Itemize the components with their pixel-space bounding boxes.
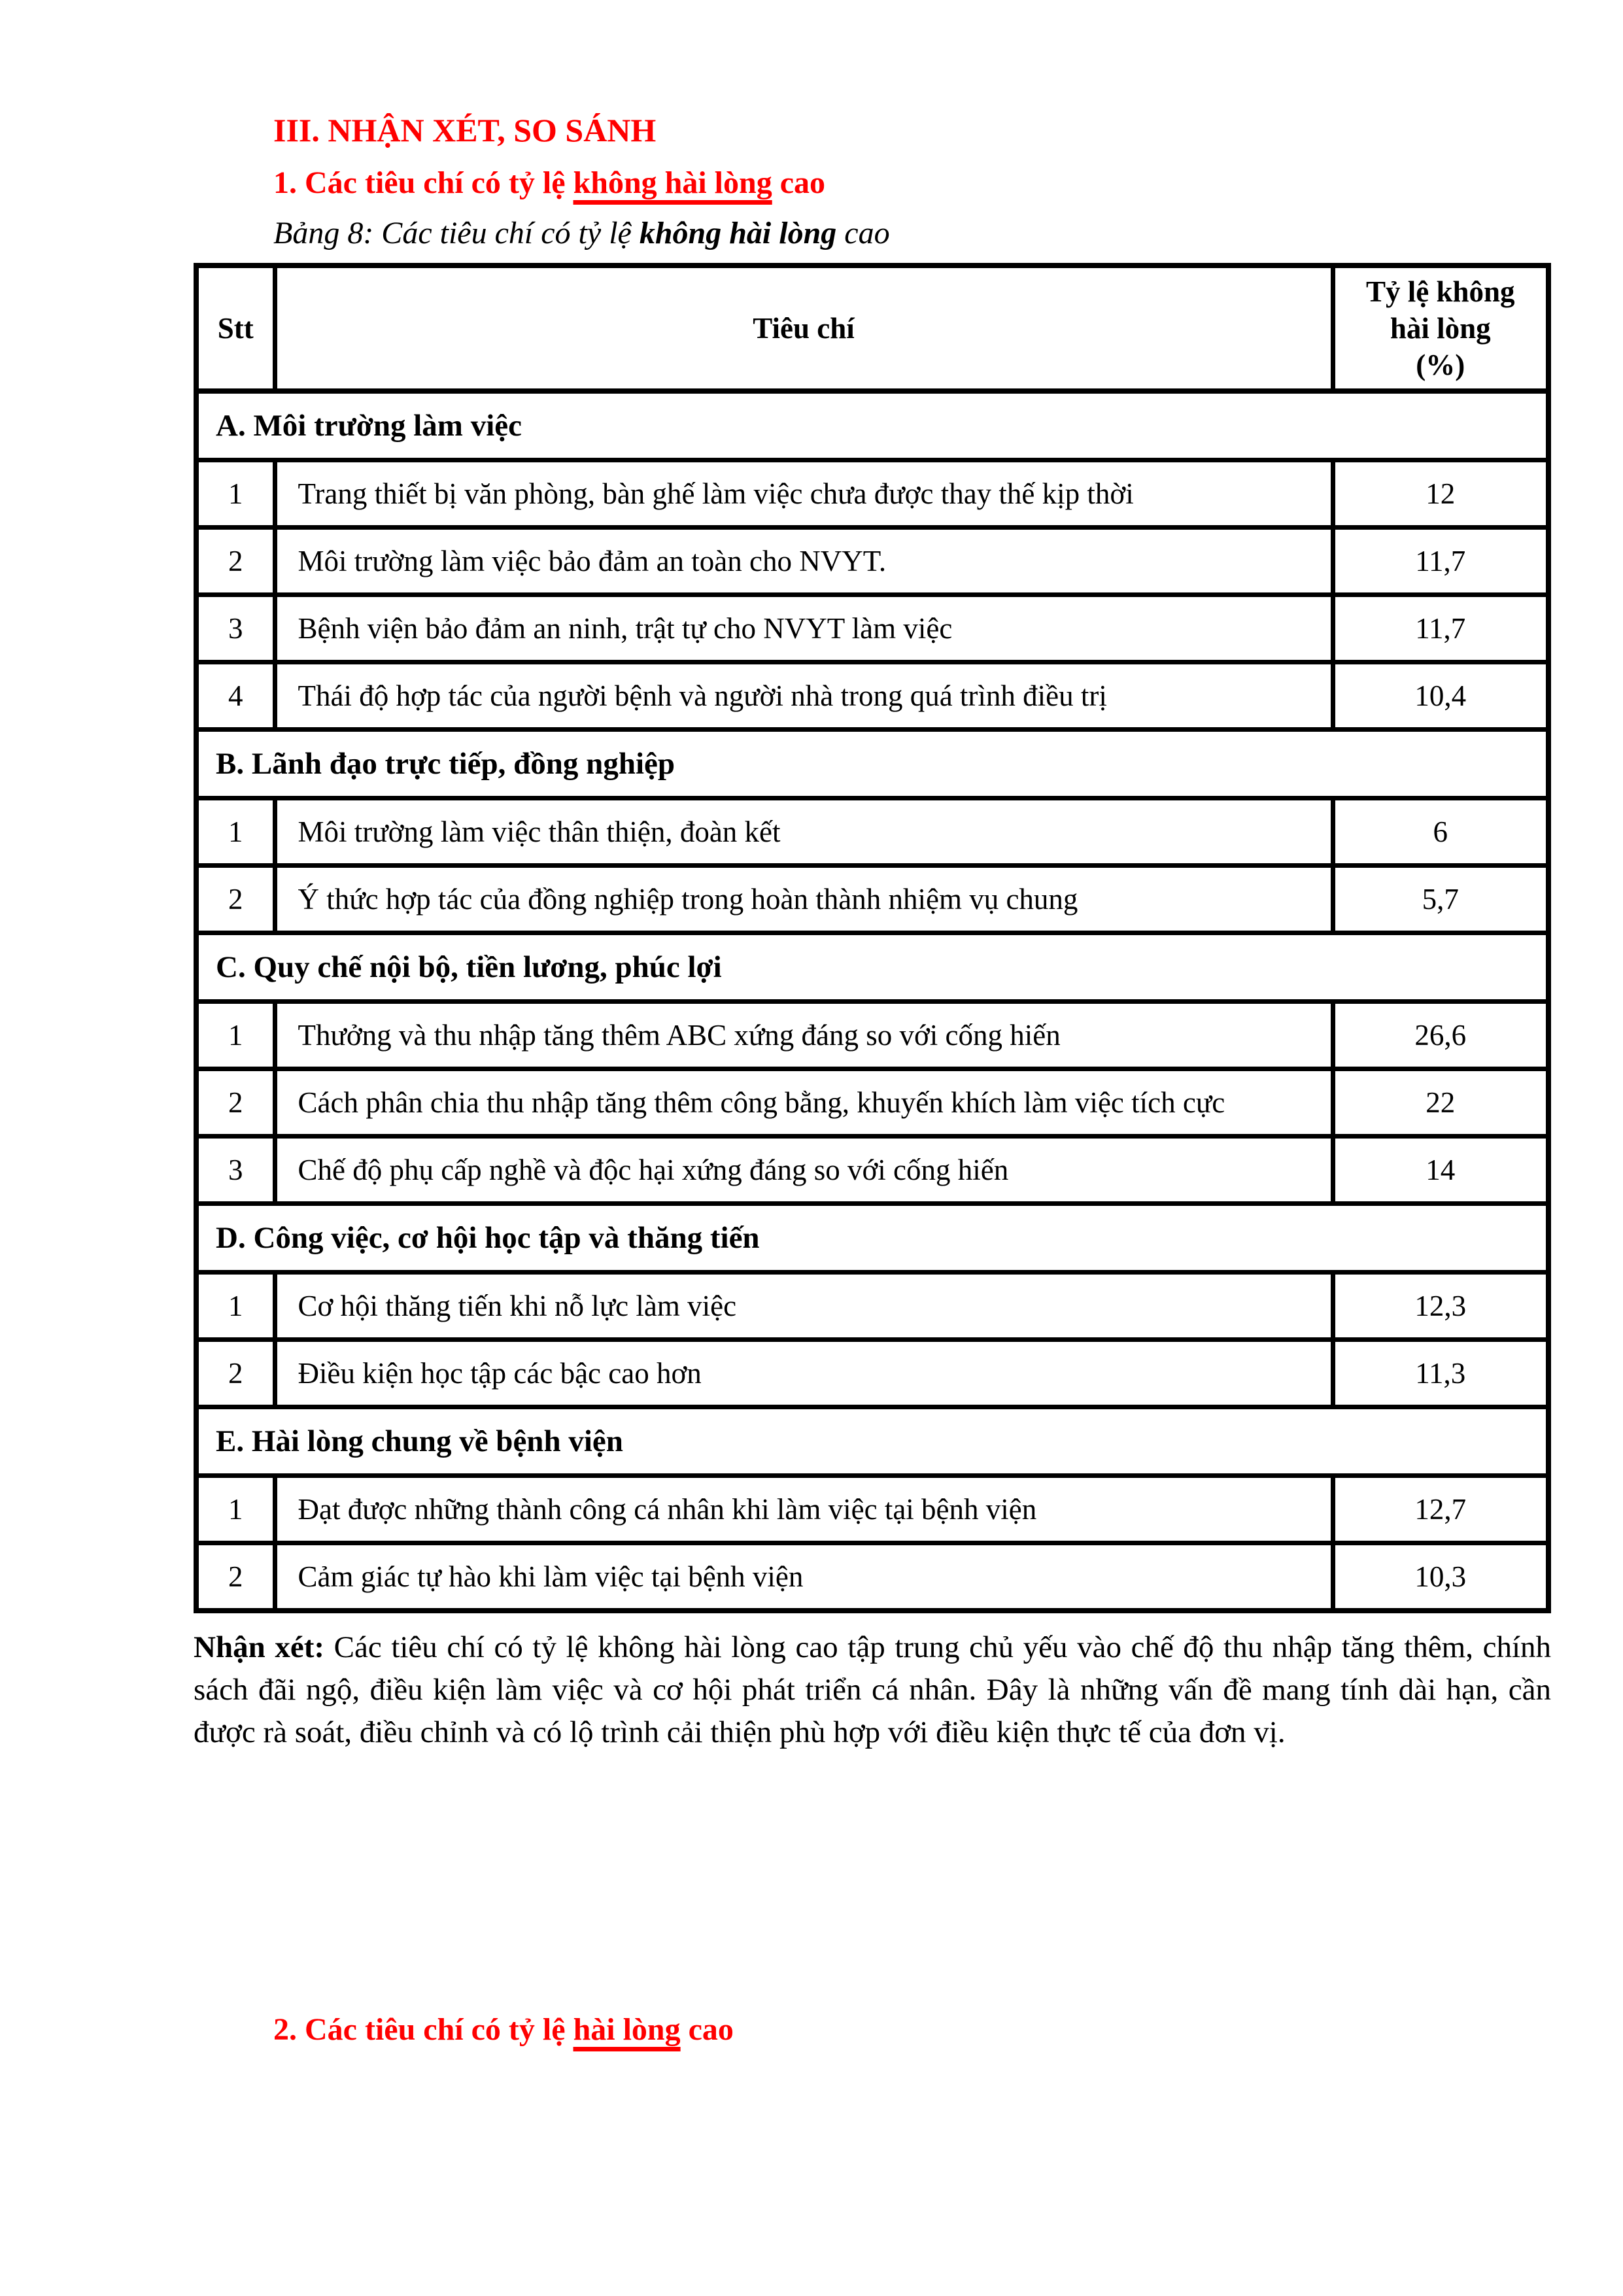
subsection-2-heading <box>194 2010 1551 2049</box>
row-rate: 12,3 <box>1333 1273 1548 1340</box>
caption-bold: không hài lòng <box>639 216 837 250</box>
table-caption <box>194 214 1551 252</box>
row-rate: 10,4 <box>1333 662 1548 730</box>
row-rate: 11,7 <box>1333 528 1548 595</box>
row-criterion: Điều kiện học tập các bậc cao hơn <box>275 1340 1333 1407</box>
row-criterion: Môi trường làm việc thân thiện, đoàn kết <box>275 798 1333 866</box>
note-body: Các tiêu chí có tỷ lệ không hài lòng cao tập trung chủ yếu vào chế độ thu nhập tăng thêm, chính sách đãi ngộ, điều kiện làm việc và cơ hội phát triển cá nhân. Đây là những vấn đề mang tính dài hạn, cần được rà soát, điều chỉnh và có lộ trình cải thiện phù hợp với điều kiện thực tế của đơn vị. <box>194 1630 1552 1749</box>
table-section-row <box>196 391 1548 460</box>
row-criterion: Đạt được những thành công cá nhân khi làm việc tại bệnh viện <box>275 1476 1333 1543</box>
row-criterion: Thái độ hợp tác của người bệnh và người nhà trong quá trình điều trị <box>275 662 1333 730</box>
row-rate: 22 <box>1333 1069 1548 1137</box>
row-stt: 1 <box>196 460 275 528</box>
row-rate: 14 <box>1333 1137 1548 1204</box>
subheading-1-prefix: 1. Các tiêu chí có tỷ lệ <box>273 165 573 200</box>
row-rate: 10,3 <box>1333 1543 1548 1611</box>
table-body <box>196 391 1548 1611</box>
row-stt: 2 <box>196 1340 275 1407</box>
subheading-2-suffix: cao <box>680 2012 734 2047</box>
table-row <box>196 460 1548 528</box>
row-criterion: Thưởng và thu nhập tăng thêm ABC xứng đáng so với cống hiến <box>275 1002 1333 1069</box>
subsection-1-heading <box>194 163 1551 203</box>
row-stt: 1 <box>196 1273 275 1340</box>
row-rate: 6 <box>1333 798 1548 866</box>
table-row <box>196 1137 1548 1204</box>
col-header-rate-line-2: hài lòng <box>1390 312 1491 345</box>
row-criterion: Bệnh viện bảo đảm an ninh, trật tự cho NVYT làm việc <box>275 595 1333 662</box>
table-row <box>196 1002 1548 1069</box>
table-row <box>196 1476 1548 1543</box>
note-paragraph <box>194 1626 1551 1754</box>
table-section-row <box>196 730 1548 798</box>
section-title: C. Quy chế nội bộ, tiền lương, phúc lợi <box>196 933 1548 1002</box>
table-row <box>196 798 1548 866</box>
row-stt: 3 <box>196 595 275 662</box>
subheading-2-prefix: 2. Các tiêu chí có tỷ lệ <box>273 2012 573 2047</box>
row-rate: 11,7 <box>1333 595 1548 662</box>
table-row <box>196 595 1548 662</box>
row-criterion: Môi trường làm việc bảo đảm an toàn cho NVYT. <box>275 528 1333 595</box>
col-header-rate-line-3: (%) <box>1416 349 1465 381</box>
col-header-stt: Stt <box>196 266 275 391</box>
table-section-row <box>196 1204 1548 1273</box>
section-title: B. Lãnh đạo trực tiếp, đồng nghiệp <box>196 730 1548 798</box>
caption-suffix: cao <box>836 216 890 250</box>
col-header-criterion: Tiêu chí <box>275 266 1333 391</box>
table-row <box>196 1273 1548 1340</box>
table-row <box>196 866 1548 933</box>
row-stt: 2 <box>196 1069 275 1137</box>
criteria-table <box>194 263 1551 1613</box>
document-content <box>194 110 1551 2049</box>
table-header-row <box>196 266 1548 391</box>
row-criterion: Cảm giác tự hào khi làm việc tại bệnh viện <box>275 1543 1333 1611</box>
row-stt: 2 <box>196 528 275 595</box>
row-criterion: Chế độ phụ cấp nghề và độc hại xứng đáng so với cống hiến <box>275 1137 1333 1204</box>
col-header-rate-line-1: Tỷ lệ không <box>1365 275 1515 308</box>
row-criterion: Cách phân chia thu nhập tăng thêm công bằng, khuyến khích làm việc tích cực <box>275 1069 1333 1137</box>
table-section-row <box>196 933 1548 1002</box>
row-stt: 1 <box>196 798 275 866</box>
row-stt: 2 <box>196 866 275 933</box>
section-title: D. Công việc, cơ hội học tập và thăng tiến <box>196 1204 1548 1273</box>
row-stt: 4 <box>196 662 275 730</box>
row-stt: 1 <box>196 1476 275 1543</box>
row-criterion: Ý thức hợp tác của đồng nghiệp trong hoàn thành nhiệm vụ chung <box>275 866 1333 933</box>
row-criterion: Cơ hội thăng tiến khi nỗ lực làm việc <box>275 1273 1333 1340</box>
section-heading <box>194 110 1551 150</box>
section-heading-text: III. NHẬN XÉT, SO SÁNH <box>273 112 657 148</box>
table-row <box>196 1069 1548 1137</box>
row-criterion: Trang thiết bị văn phòng, bàn ghế làm việc chưa được thay thế kịp thời <box>275 460 1333 528</box>
table-row <box>196 662 1548 730</box>
section-title: A. Môi trường làm việc <box>196 391 1548 460</box>
row-rate: 12 <box>1333 460 1548 528</box>
section-title: E. Hài lòng chung về bệnh viện <box>196 1407 1548 1476</box>
table-row <box>196 1543 1548 1611</box>
table-row <box>196 1340 1548 1407</box>
subheading-1-underlined: không hài lòng <box>573 165 772 200</box>
note-label: Nhận xét: <box>194 1630 325 1664</box>
subheading-2-underlined: hài lòng <box>573 2012 681 2047</box>
row-stt: 3 <box>196 1137 275 1204</box>
row-rate: 12,7 <box>1333 1476 1548 1543</box>
table-section-row <box>196 1407 1548 1476</box>
table-row <box>196 528 1548 595</box>
caption-prefix: Bảng 8: Các tiêu chí có tỷ lệ <box>273 216 640 250</box>
col-header-rate <box>1333 266 1548 391</box>
row-rate: 11,3 <box>1333 1340 1548 1407</box>
row-rate: 5,7 <box>1333 866 1548 933</box>
subheading-1-suffix: cao <box>772 165 826 200</box>
row-rate: 26,6 <box>1333 1002 1548 1069</box>
row-stt: 1 <box>196 1002 275 1069</box>
row-stt: 2 <box>196 1543 275 1611</box>
